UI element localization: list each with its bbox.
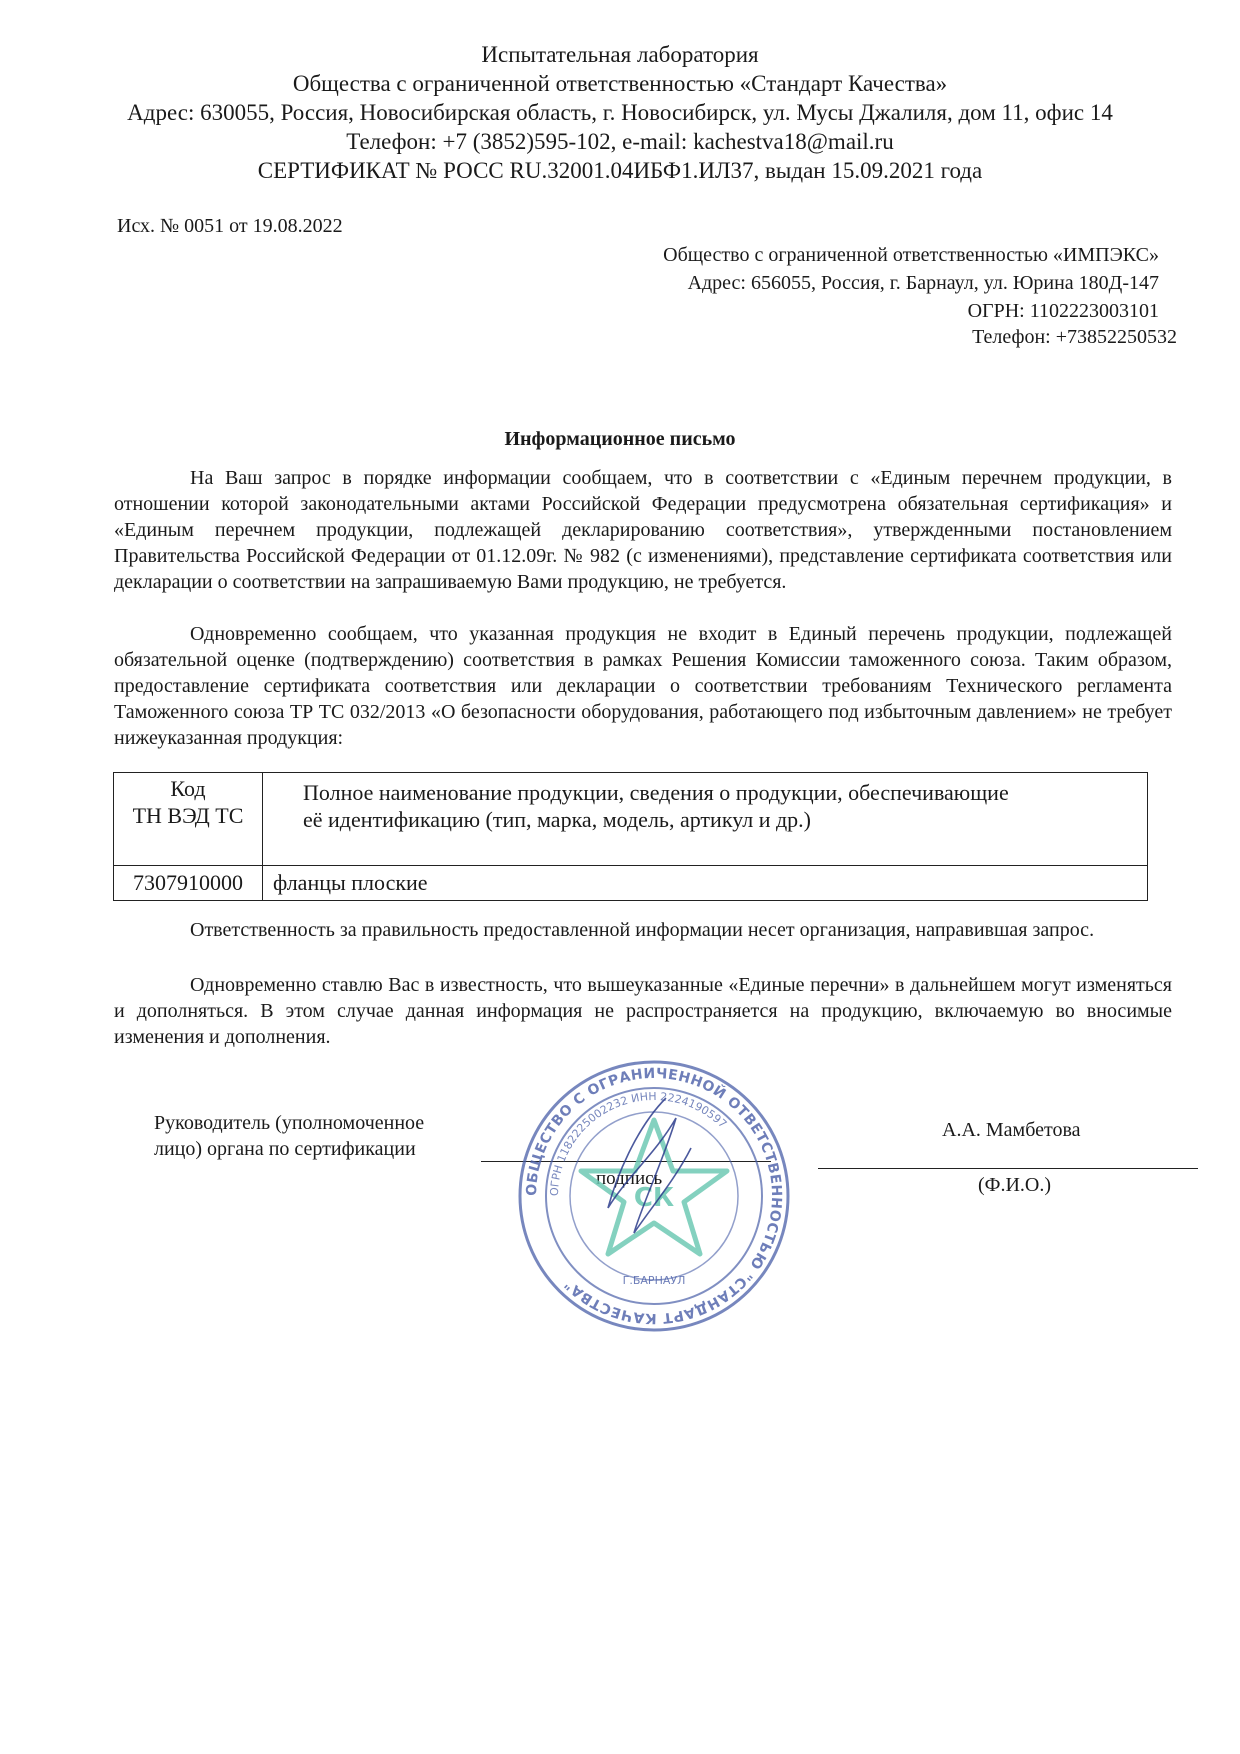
header-name-line1: Полное наименование продукции, сведения о продукции, обеспечивающие bbox=[303, 780, 1009, 805]
letter-title: Информационное письмо bbox=[504, 428, 736, 450]
paragraph-3: Ответственность за правильность предоставленной информации несет организация, направившая запрос. bbox=[190, 919, 1095, 941]
product-table bbox=[113, 772, 1148, 901]
signature-label: подпись bbox=[596, 1168, 663, 1189]
name-label: (Ф.И.О.) bbox=[978, 1174, 1052, 1196]
product-code: 7307910000 bbox=[114, 866, 263, 901]
stamp-logo: СК bbox=[633, 1183, 675, 1213]
lab-certificate: СЕРТИФИКАТ № РОСС RU.32001.04ИБФ1.ИЛ37, выдан 15.09.2021 года bbox=[257, 158, 983, 183]
table-header-row bbox=[114, 773, 1148, 866]
recipient-name: Общество с ограниченной ответственностью «ИМПЭКС» bbox=[663, 244, 1159, 266]
lab-address: Адрес: 630055, Россия, Новосибирская область, г. Новосибирск, ул. Мусы Джалиля, дом 11, офис 14 bbox=[127, 100, 1113, 125]
signer-role-line2: лицо) органа по сертификации bbox=[154, 1138, 416, 1160]
lab-contacts: Телефон: +7 (3852)595-102, e-mail: kachestva18@mail.ru bbox=[346, 129, 894, 154]
header-code-cell bbox=[114, 773, 263, 866]
recipient-address: Адрес: 656055, Россия, г. Барнаул, ул. Юрина 180Д-147 bbox=[687, 272, 1159, 294]
header-code-line1: Код bbox=[170, 776, 206, 801]
lab-organization: Общества с ограниченной ответственностью «Стандарт Качества» bbox=[292, 71, 948, 96]
lab-title: Испытательная лаборатория bbox=[481, 42, 759, 67]
recipient-ogrn: ОГРН: 1102223003101 bbox=[967, 300, 1159, 322]
recipient-phone: Телефон: +73852250532 bbox=[972, 326, 1177, 348]
stamp-city: Г.БАРНАУЛ bbox=[622, 1274, 686, 1287]
paragraph-2: Одновременно сообщаем, что указанная продукция не входит в Единый перечень продукции, подлежащей обязательной оценке (подтверждению) соответствия в рамках Решения Комиссии таможенного союза. Таким образом, предоставление сертификата соответствия или декларации о соответствии требованиям Технического регламента Таможенного союза ТР ТС 032/2013 «О безопасности оборудования, работающего под избыточным давлением» не требует нижеуказанная продукция: bbox=[114, 623, 1172, 749]
header-code-line2: ТН ВЭД ТС bbox=[132, 803, 244, 828]
stamp-inner-text: ОГРН 1182225002232 ИНН 2224190597 bbox=[547, 1089, 730, 1197]
header-name-cell bbox=[263, 773, 1148, 866]
signer-role-line1: Руководитель (уполномоченное bbox=[154, 1112, 425, 1134]
organization-stamp bbox=[516, 1058, 792, 1334]
name-line bbox=[818, 1168, 1198, 1169]
table-row bbox=[114, 866, 1148, 901]
outgoing-number: Исх. № 0051 от 19.08.2022 bbox=[117, 215, 343, 237]
header-name-line2: её идентификацию (тип, марка, модель, артикул и др.) bbox=[303, 807, 811, 832]
stamp-outer-text: ОБЩЕСТВО С ОГРАНИЧЕННОЙ ОТВЕТСТВЕННОСТЬЮ "СТАНДАРТ КАЧЕСТВА" bbox=[523, 1065, 785, 1327]
paragraph-4: Одновременно ставлю Вас в известность, что вышеуказанные «Единые перечни» в дальнейшем могут изменяться и дополняться. В этом случае данная информация не распространяется на продукцию, включаемую во вносимые изменения и дополнения. bbox=[114, 974, 1172, 1048]
product-name: фланцы плоские bbox=[263, 866, 1148, 901]
signer-name: А.А. Мамбетова bbox=[942, 1119, 1081, 1141]
paragraph-1: На Ваш запрос в порядке информации сообщаем, что в соответствии с «Единым перечнем продукции, в отношении которой законодательными актами Российской Федерации предусмотрена обязательная сертификация» и «Единым перечнем продукции, подлежащей декларированию соответствия», утвержденными постановлением Правительства Российской Федерации от 01.12.09г. № 982 (с изменениями), представление сертификата соответствия или декларации о соответствии на запрашиваемую Вами продукцию, не требуется. bbox=[114, 467, 1172, 593]
